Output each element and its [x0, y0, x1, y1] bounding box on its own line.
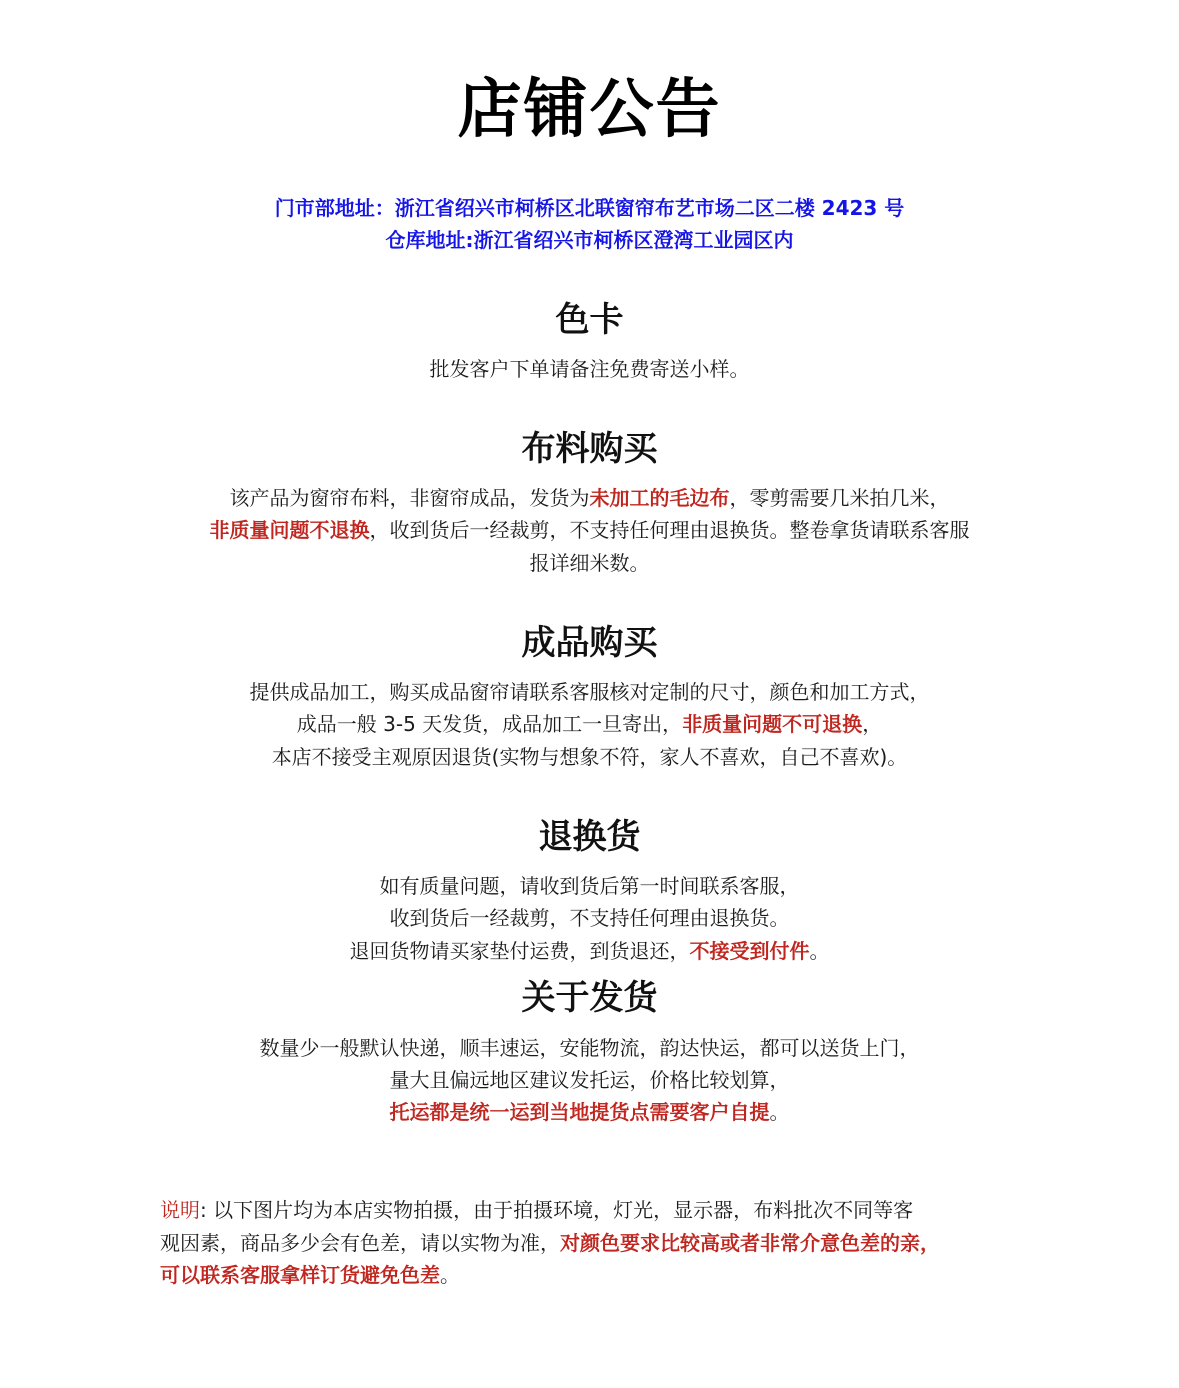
- finished-line-1: 提供成品加工，购买成品窗帘请联系客服核对定制的尺寸，颜色和加工方式，: [249, 680, 930, 704]
- section-heading-returns: 退换货: [538, 817, 641, 857]
- note-line-3: [160, 1258, 1040, 1292]
- finished-line-2: [0, 707, 1179, 741]
- section-heading-fabric: 布料购买: [521, 429, 658, 469]
- fabric-line-1-tail: ，零剪需要几米拍几米，: [729, 486, 950, 510]
- shipping-pickup-highlight: 托运都是统一运到当地提货点需要客户自提: [389, 1100, 770, 1124]
- shipping-line-2: 量大且偏远地区建议发托运，价格比较划算，: [389, 1068, 790, 1092]
- shipping-line-3: [0, 1095, 1179, 1129]
- note-sample-highlight: 可以联系客服拿样订货避免色差: [160, 1263, 440, 1287]
- returns-line-3: [0, 934, 1179, 968]
- note-line-2: [160, 1226, 1040, 1260]
- note-line-1: [160, 1193, 1040, 1227]
- returns-line-1: 如有质量问题，请收到货后第一时间联系客服，: [379, 874, 800, 898]
- warehouse-address: 仓库地址:浙江省绍兴市柯桥区澄湾工业园区内: [385, 228, 794, 252]
- finished-line-3: 本店不接受主观原因退货(实物与想象不符，家人不喜欢，自己不喜欢)。: [271, 745, 908, 769]
- fabric-no-return-highlight: 非质量问题不退换: [209, 518, 370, 542]
- returns-no-cod-highlight: 不接受到付件: [689, 939, 810, 963]
- shipping-line-1: 数量少一般默认快递，顺丰速运，安能物流，韵达快运，都可以送货上门，: [259, 1036, 920, 1060]
- finished-line-2-tail: ，: [862, 712, 883, 736]
- page-title: 店铺公告: [457, 73, 722, 147]
- color-card-text: 批发客户下单请备注免费寄送小样。: [429, 357, 750, 381]
- fabric-line-2: [0, 513, 1179, 547]
- note-line-2-text: 观因素，商品多少会有色差，请以实物为准，: [160, 1231, 560, 1255]
- returns-line-2: 收到货后一经裁剪，不支持任何理由退换货。: [389, 906, 790, 930]
- fabric-raw-edge-highlight: 未加工的毛边布: [589, 486, 730, 510]
- finished-no-return-highlight: 非质量问题不可退换: [682, 712, 863, 736]
- fabric-line-2-text: ，收到货后一经裁剪，不支持任何理由退换货。整卷拿货请联系客服: [369, 518, 970, 542]
- note-line-1-text: : 以下图片均为本店实物拍摄，由于拍摄环境，灯光，显示器，布料批次不同等客: [200, 1198, 914, 1222]
- section-heading-color-card: 色卡: [555, 300, 624, 340]
- returns-line-3-tail: 。: [809, 939, 830, 963]
- note-label: 说明: [160, 1198, 200, 1222]
- section-heading-finished: 成品购买: [521, 623, 658, 663]
- fabric-line-3: 报详细米数。: [529, 551, 650, 575]
- fabric-line-1-text: 该产品为窗帘布料，非窗帘成品，发货为: [229, 486, 590, 510]
- storefront-address: 门市部地址：浙江省绍兴市柯桥区北联窗帘布艺市场二区二楼 2423 号: [274, 196, 905, 220]
- returns-line-3-text: 退回货物请买家垫付运费，到货退还，: [349, 939, 690, 963]
- section-heading-shipping: 关于发货: [521, 978, 658, 1018]
- finished-line-2-text: 成品一般 3-5 天发货，成品加工一旦寄出，: [296, 712, 683, 736]
- note-line-3-tail: 。: [440, 1263, 460, 1287]
- fabric-line-1: [0, 481, 1179, 515]
- note-color-difference-highlight: 对颜色要求比较高或者非常介意色差的亲，: [560, 1231, 940, 1255]
- shipping-line-3-tail: 。: [769, 1100, 790, 1124]
